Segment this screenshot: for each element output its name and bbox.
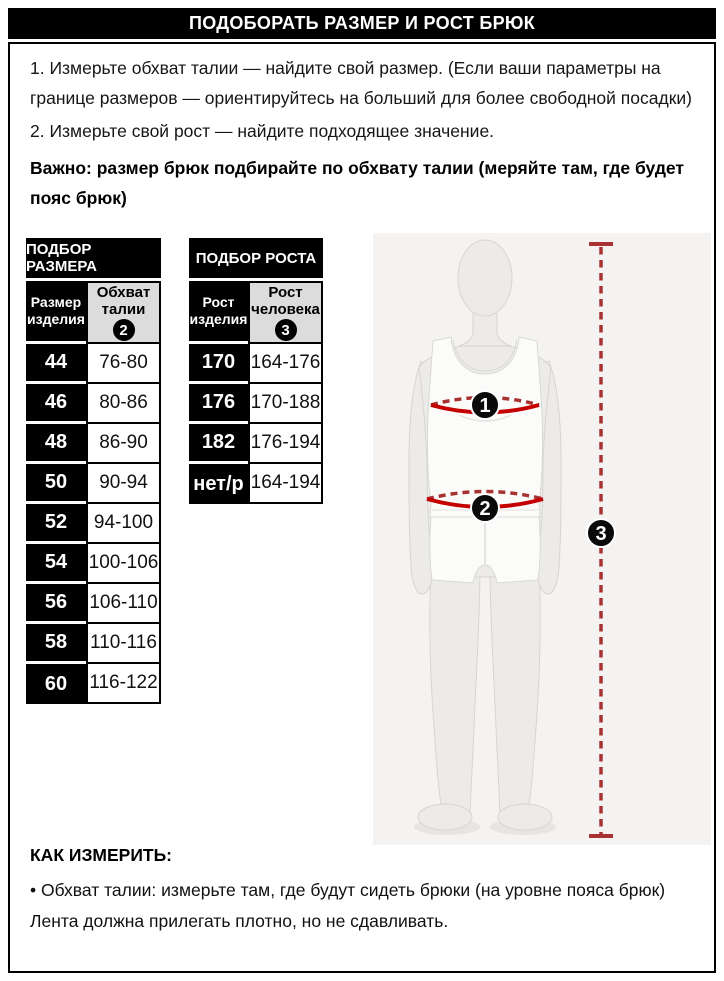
badge-1-label: 1 <box>479 395 491 417</box>
intro-text <box>30 53 696 213</box>
size-selection-table <box>26 238 161 704</box>
size-table-row-5-col2: 100-106 <box>86 544 161 584</box>
height-table-col2-header <box>248 281 323 344</box>
size-table-row-6-col2: 106-110 <box>86 584 161 624</box>
size-table-row-6-col1: 56 <box>26 584 86 621</box>
height-table-col2-label: Рост человека <box>251 284 320 318</box>
how-to-measure-section <box>30 845 702 937</box>
badge-2-label: 2 <box>479 498 491 520</box>
size-table-row-4-col1: 52 <box>26 504 86 541</box>
size-table-row-4-col2: 94-100 <box>86 504 161 544</box>
badge-2-icon: 2 <box>113 319 135 341</box>
size-table-row-2-col2: 86-90 <box>86 424 161 464</box>
how-to-measure-line-1: • Обхват талии: измерьте там, где будут сидеть брюки (на уровне пояса брюк) <box>30 880 666 900</box>
size-table-row-3-col1: 50 <box>26 464 86 501</box>
height-table-row-1-col1: 176 <box>189 384 248 421</box>
size-table-title: ПОДБОР РАЗМЕРА <box>26 238 161 278</box>
how-to-measure-title: КАК ИЗМЕРИТЬ: <box>30 845 172 865</box>
height-table-row-3-col1: нет/р <box>189 464 248 504</box>
page-title: ПОДОБОРАТЬ РАЗМЕР И РОСТ БРЮК <box>8 8 716 39</box>
how-to-measure-line-2: Лента должна прилегать плотно, но не сдавливать. <box>30 911 449 931</box>
intro-important-note: Важно: размер брюк подбирайте по обхвату талии (меряйте там, где будет пояс брюк) <box>30 158 685 208</box>
height-table-row-0-col1: 170 <box>189 344 248 381</box>
size-table-row-8-col2: 116-122 <box>86 664 161 704</box>
height-table-row-0-col2: 164-176 <box>248 344 323 384</box>
badge-3-label: 3 <box>595 523 607 545</box>
mannequin-svg <box>373 233 711 845</box>
size-table-row-0-col2: 76-80 <box>86 344 161 384</box>
height-table-col1-header: Рост изделия <box>189 281 248 341</box>
badge-2-figure-icon <box>471 494 499 522</box>
height-table-title: ПОДБОР РОСТА <box>189 238 323 278</box>
size-table-col1-header: Размер изделия <box>26 281 86 341</box>
size-table-row-7-col1: 58 <box>26 624 86 661</box>
badge-3-figure-icon <box>587 519 615 547</box>
size-table-row-1-col1: 46 <box>26 384 86 421</box>
height-table-row-2-col1: 182 <box>189 424 248 461</box>
intro-step-2: 2. Измерьте свой рост — найдите подходящее значение. <box>30 121 495 141</box>
height-table-row-1-col2: 170-188 <box>248 384 323 424</box>
size-table-col2-header <box>86 281 161 344</box>
badge-1-icon <box>471 391 499 419</box>
size-table-row-0-col1: 44 <box>26 344 86 381</box>
height-selection-table <box>189 238 323 504</box>
size-table-row-8-col1: 60 <box>26 664 86 704</box>
size-table-row-1-col2: 80-86 <box>86 384 161 424</box>
size-table-row-2-col1: 48 <box>26 424 86 461</box>
mannequin-figure <box>373 233 711 845</box>
height-table-row-3-col2: 164-194 <box>248 464 323 504</box>
size-table-col2-label: Обхват талии <box>96 284 151 318</box>
height-table-row-2-col2: 176-194 <box>248 424 323 464</box>
size-table-row-7-col2: 110-116 <box>86 624 161 664</box>
size-table-row-5-col1: 54 <box>26 544 86 581</box>
badge-3-icon: 3 <box>275 319 297 341</box>
intro-step-1: 1. Измерьте обхват талии — найдите свой размер. (Если ваши параметры на границе размеров — ориентируйтесь на больший для более свободной посадки) <box>30 58 692 108</box>
size-table-row-3-col2: 90-94 <box>86 464 161 504</box>
